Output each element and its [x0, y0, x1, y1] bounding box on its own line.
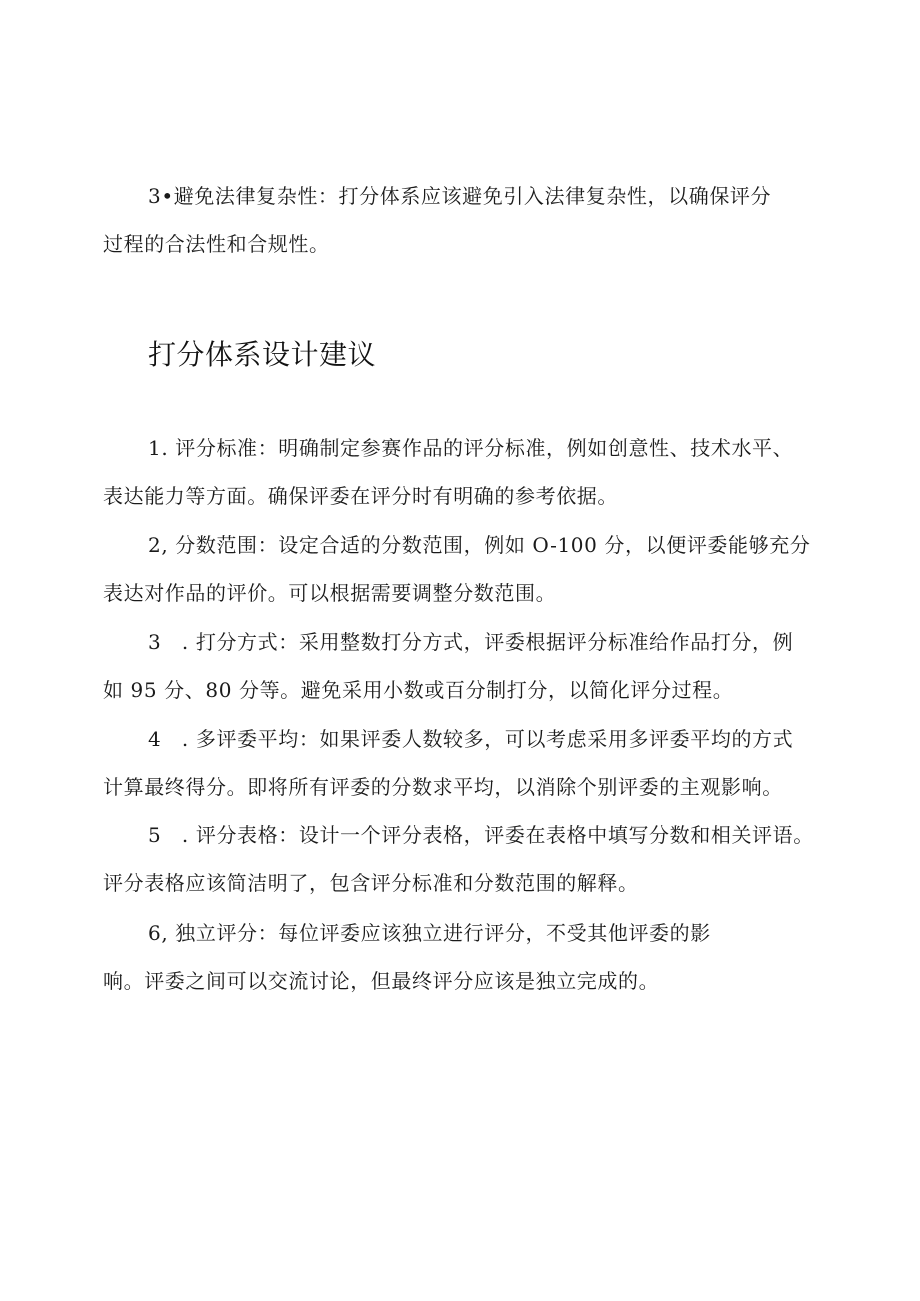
item-3-line-2: 如 95 分、80 分等。避免采用小数或百分制打分，以简化评分过程。: [103, 678, 734, 702]
item-4-line-1: 4 . 多评委平均：如果评委人数较多，可以考虑采用多评委平均的方式: [148, 727, 794, 751]
section-heading: 打分体系设计建议: [148, 338, 377, 371]
item-5-line-2: 评分表格应该简洁明了，包含评分标准和分数范围的解释。: [103, 871, 639, 895]
item-2-line-1: 2, 分数范围：设定合适的分数范围，例如 O-100 分，以便评委能够充分: [148, 533, 811, 557]
item-3-line-1: 3 . 打分方式：采用整数打分方式，评委根据评分标准给作品打分，例: [148, 630, 794, 654]
intro-item-line-2: 过程的合法性和合规性。: [103, 232, 330, 256]
item-2-line-2: 表达对作品的评价。可以根据需要调整分数范围。: [103, 581, 557, 605]
item-4-line-2: 计算最终得分。即将所有评委的分数求平均，以消除个别评委的主观影响。: [103, 775, 783, 799]
item-1-line-2: 表达能力等方面。确保评委在评分时有明确的参考依据。: [103, 484, 618, 508]
intro-item-line-1: 3•避免法律复杂性：打分体系应该避免引入法律复杂性，以确保评分: [148, 184, 772, 208]
item-1-line-1: 1. 评分标准：明确制定参赛作品的评分标准，例如创意性、技术水平、: [148, 436, 794, 460]
item-6-line-1: 6, 独立评分：每位评委应该独立进行评分，不受其他评委的影: [148, 921, 711, 945]
item-6-line-2: 响。评委之间可以交流讨论，但最终评分应该是独立完成的。: [103, 969, 660, 993]
item-5-line-1: 5 . 评分表格：设计一个评分表格，评委在表格中填写分数和相关评语。: [148, 823, 814, 847]
